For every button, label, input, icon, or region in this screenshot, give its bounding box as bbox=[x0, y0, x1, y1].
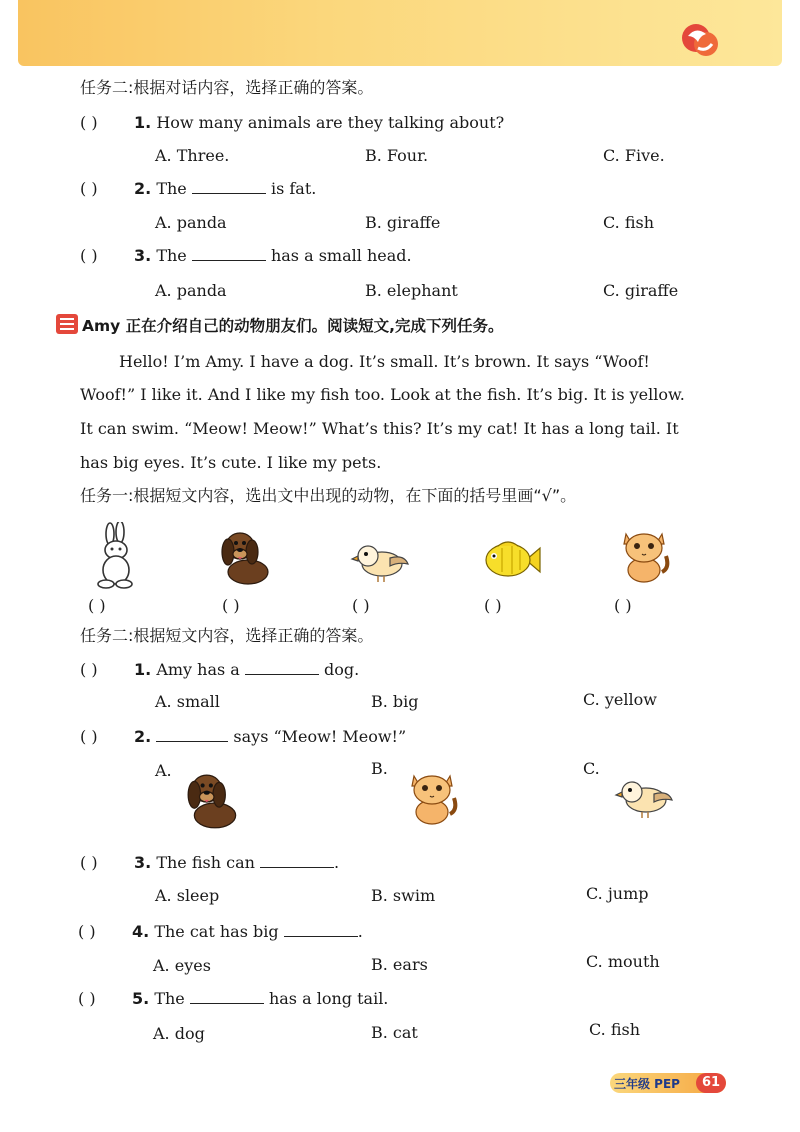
question-s3-q1 bbox=[134, 660, 359, 680]
option-b[interactable]: B. bbox=[371, 759, 388, 778]
option-a[interactable]: A. sleep bbox=[155, 886, 220, 905]
answer-blank[interactable] bbox=[190, 989, 264, 1004]
answer-blank[interactable] bbox=[284, 922, 358, 937]
check-paren-rabbit[interactable]: ( ) bbox=[88, 596, 106, 615]
question-text-after: says “Meow! Meow!” bbox=[233, 727, 407, 746]
section3-task1-heading: 任务一:根据短文内容，选出文中出现的动物，在下面的括号里画“√”。 bbox=[80, 486, 577, 505]
option-b[interactable]: B. elephant bbox=[365, 281, 458, 300]
question-s3-q4 bbox=[132, 922, 363, 942]
answer-paren-s2-q1[interactable]: ( ) bbox=[80, 113, 98, 132]
option-c[interactable]: C. yellow bbox=[583, 690, 657, 709]
question-s3-q3 bbox=[134, 853, 339, 873]
question-text-before: The bbox=[156, 179, 187, 198]
option-c[interactable]: C. fish bbox=[603, 213, 655, 232]
option-a[interactable]: A. eyes bbox=[153, 956, 211, 975]
question-number: 1. bbox=[134, 113, 152, 132]
cat-icon bbox=[618, 524, 670, 586]
page-number: 61 bbox=[696, 1073, 726, 1093]
passage-line-1: Hello! I’m Amy. I have a dog. It’s small. It’s brown. It says “Woof! bbox=[119, 352, 650, 371]
section-three-mark-icon bbox=[56, 314, 78, 334]
question-number: 3. bbox=[134, 246, 152, 265]
answer-paren-s2-q2[interactable]: ( ) bbox=[80, 179, 98, 198]
answer-blank[interactable] bbox=[260, 853, 334, 868]
question-s2-q2 bbox=[134, 179, 316, 199]
option-a[interactable]: A. small bbox=[155, 692, 220, 711]
question-s2-q1 bbox=[134, 113, 504, 133]
question-number: 3. bbox=[134, 853, 152, 872]
header-band bbox=[18, 0, 782, 66]
option-a-dog-icon bbox=[184, 770, 246, 834]
answer-paren-s2-q3[interactable]: ( ) bbox=[80, 246, 98, 265]
question-text-before: The bbox=[156, 246, 187, 265]
publisher-logo-icon bbox=[676, 16, 724, 64]
option-b-cat-icon bbox=[406, 766, 458, 828]
footer-badge bbox=[610, 1073, 726, 1093]
option-b[interactable]: B. giraffe bbox=[365, 213, 441, 232]
question-text-before: Amy has a bbox=[156, 660, 240, 679]
option-c[interactable]: C. mouth bbox=[586, 952, 660, 971]
question-s3-q2 bbox=[134, 727, 406, 747]
question-text-after: . bbox=[334, 853, 340, 872]
answer-paren-s3-q5[interactable]: ( ) bbox=[78, 989, 96, 1008]
question-s3-q5 bbox=[132, 989, 388, 1009]
question-text-before: The cat has big bbox=[154, 922, 279, 941]
option-b[interactable]: B. big bbox=[371, 692, 419, 711]
question-number: 2. bbox=[134, 727, 152, 746]
answer-blank[interactable] bbox=[245, 660, 319, 675]
check-paren-dog[interactable]: ( ) bbox=[222, 596, 240, 615]
option-a[interactable]: A. bbox=[155, 761, 172, 780]
bird-icon bbox=[350, 540, 410, 584]
question-number: 4. bbox=[132, 922, 150, 941]
rabbit-icon bbox=[92, 522, 142, 590]
passage-line-4: has big eyes. It’s cute. I like my pets. bbox=[80, 453, 382, 472]
answer-blank[interactable] bbox=[156, 727, 228, 742]
option-a[interactable]: A. dog bbox=[153, 1024, 205, 1043]
answer-paren-s3-q2[interactable]: ( ) bbox=[80, 727, 98, 746]
option-a[interactable]: A. panda bbox=[155, 213, 227, 232]
passage-line-3: It can swim. “Meow! Meow!” What’s this? It’s my cat! It has a long tail. It bbox=[80, 419, 679, 438]
question-text-after: . bbox=[357, 922, 363, 941]
option-a[interactable]: A. panda bbox=[155, 281, 227, 300]
option-a[interactable]: A. Three. bbox=[155, 146, 230, 165]
section2-task2-heading: 任务二:根据对话内容，选择正确的答案。 bbox=[80, 78, 374, 97]
option-b[interactable]: B. ears bbox=[371, 955, 428, 974]
question-text-after: dog. bbox=[324, 660, 360, 679]
question-text: How many animals are they talking about? bbox=[156, 113, 505, 132]
passage-line-2: Woof!” I like it. And I like my fish too. Look at the fish. It’s big. It is yellow. bbox=[80, 385, 685, 404]
option-c[interactable]: C. jump bbox=[586, 884, 649, 903]
question-number: 5. bbox=[132, 989, 150, 1008]
question-number: 2. bbox=[134, 179, 152, 198]
check-paren-cat[interactable]: ( ) bbox=[614, 596, 632, 615]
option-c[interactable]: C. bbox=[583, 759, 600, 778]
option-c[interactable]: C. Five. bbox=[603, 146, 665, 165]
section3-task2-heading: 任务二:根据短文内容，选择正确的答案。 bbox=[80, 626, 374, 645]
fish-icon bbox=[482, 538, 542, 582]
question-number: 1. bbox=[134, 660, 152, 679]
question-text-after: is fat. bbox=[270, 179, 317, 198]
answer-paren-s3-q1[interactable]: ( ) bbox=[80, 660, 98, 679]
question-s2-q3 bbox=[134, 246, 412, 266]
section3-title: Amy 正在介绍自己的动物朋友们。阅读短文,完成下列任务。 bbox=[82, 317, 504, 335]
answer-paren-s3-q4[interactable]: ( ) bbox=[78, 922, 96, 941]
answer-blank[interactable] bbox=[192, 179, 266, 194]
check-paren-bird[interactable]: ( ) bbox=[352, 596, 370, 615]
grade-label: 三年级 PEP bbox=[614, 1077, 680, 1091]
check-paren-fish[interactable]: ( ) bbox=[484, 596, 502, 615]
option-c-bird-icon bbox=[614, 776, 674, 820]
question-text-after: has a small head. bbox=[270, 246, 412, 265]
option-c[interactable]: C. fish bbox=[589, 1020, 641, 1039]
option-b[interactable]: B. Four. bbox=[365, 146, 429, 165]
question-text-after: has a long tail. bbox=[268, 989, 389, 1008]
question-text-before: The fish can bbox=[156, 853, 255, 872]
dog-icon bbox=[220, 528, 280, 590]
option-c[interactable]: C. giraffe bbox=[603, 281, 679, 300]
option-b[interactable]: B. cat bbox=[371, 1023, 418, 1042]
answer-paren-s3-q3[interactable]: ( ) bbox=[80, 853, 98, 872]
option-b[interactable]: B. swim bbox=[371, 886, 436, 905]
question-text-before: The bbox=[154, 989, 185, 1008]
answer-blank[interactable] bbox=[192, 246, 266, 261]
